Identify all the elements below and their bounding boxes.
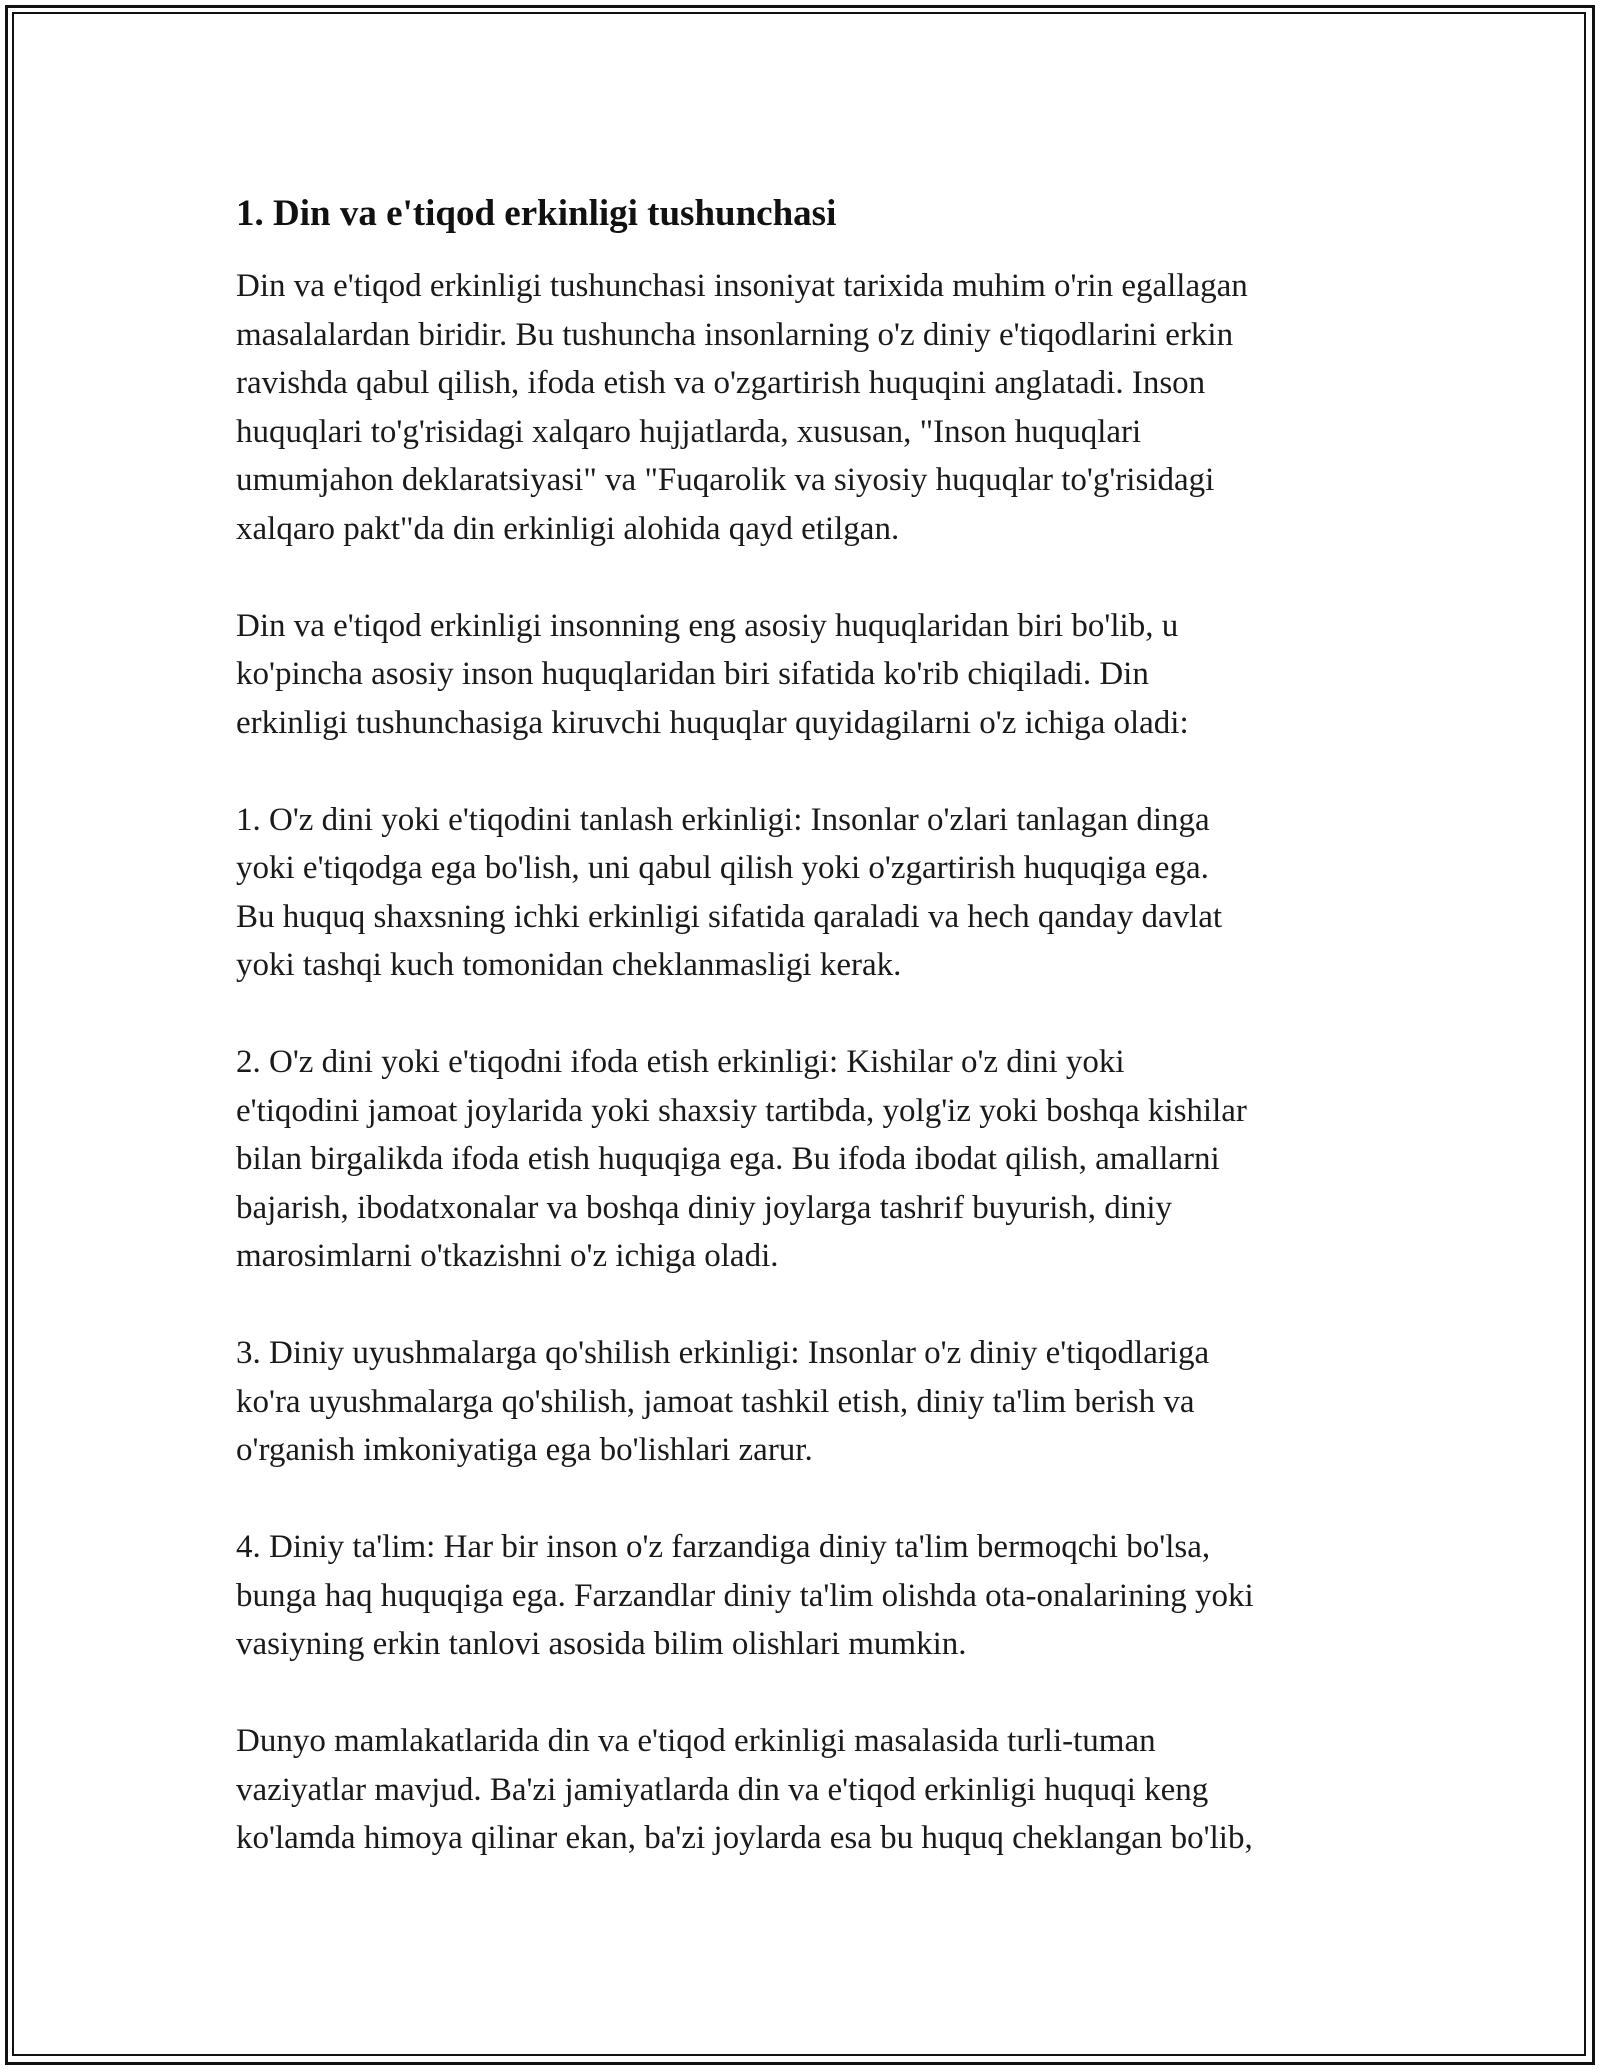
paragraph-rights-overview: Din va e'tiqod erkinligi insonning eng asosiy huquqlaridan biri bo'lib, u ko'pincha asosiy inson huquqlaridan biri sifatida ko'rib chiqiladi. Din erkinligi tushunchasiga kiruvchi huquqlar quyidagilarni o'z ichiga oladi: [236,607,1189,741]
paragraph-intro: Din va e'tiqod erkinligi tushunchasi insoniyat tarixida muhim o'rin egallagan masalalardan biridir. Bu tushuncha insonlarning o'z diniy e'tiqodlarini erkin ravishda qabul qilish, ifoda etish va o'zgartirish huquqini anglatadi. Inson huquqlari to'g'risidagi xalqaro hujjatlarda, xususan, "Inson huquqlari umumjahon deklaratsiyasi" va "Fuqarolik va siyosiy huquqlar to'g'risidagi xalqaro pakt"da din erkinligi alohida qayd etilgan. [236,268,1248,547]
section-heading: 1. Din va e'tiqod erkinligi tushunchasi [236,193,837,234]
paragraph-world-situation: Dunyo mamlakatlarida din va e'tiqod erkinligi masalasida turli-tuman vaziyatlar mavjud. Ba'zi jamiyatlarda din va e'tiqod erkinligi huquqi keng ko'lamda himoya qilinar ekan, ba'zi joylarda esa bu huquq cheklangan bo'lib, [236,1723,1253,1856]
list-item-4: 4. Diniy ta'lim: Har bir inson o'z farzandiga diniy ta'lim bermoqchi bo'lsa, bunga haq huquqiga ega. Farzandlar diniy ta'lim olishda ota-onalarining yoki vasiyning erkin tanlovi asosida bilim olishlari mumkin. [236,1529,1254,1662]
document-body [236,188,1386,1911]
list-item-2: 2. O'z dini yoki e'tiqodni ifoda etish erkinligi: Kishilar o'z dini yoki e'tiqodini jamoat joylarida yoki shaxsiy tartibda, yolg'iz yoki boshqa kishilar bilan birgalikda ifoda etish huquqiga ega. Bu ifoda ibodat qilish, amallarni bajarish, ibodatxonalar va boshqa diniy joylarga tashrif buyurish, diniy marosimlarni o'tkazishni o'z ichiga oladi. [236,1044,1247,1274]
list-item-1: 1. O'z dini yoki e'tiqodini tanlash erkinligi: Insonlar o'zlari tanlagan dinga yoki e'tiqodga ega bo'lish, uni qabul qilish yoki o'zgartirish huquqiga ega. Bu huquq shaxsning ichki erkinligi sifatida qaraladi va hech qanday davlat yoki tashqi kuch tomonidan cheklanmasligi kerak. [236,801,1223,983]
list-item-3: 3. Diniy uyushmalarga qo'shilish erkinligi: Insonlar o'z diniy e'tiqodlariga ko'ra uyushmalarga qo'shilish, jamoat tashkil etish, diniy ta'lim berish va o'rganish imkoniyatiga ega bo'lishlari zarur. [236,1335,1210,1468]
